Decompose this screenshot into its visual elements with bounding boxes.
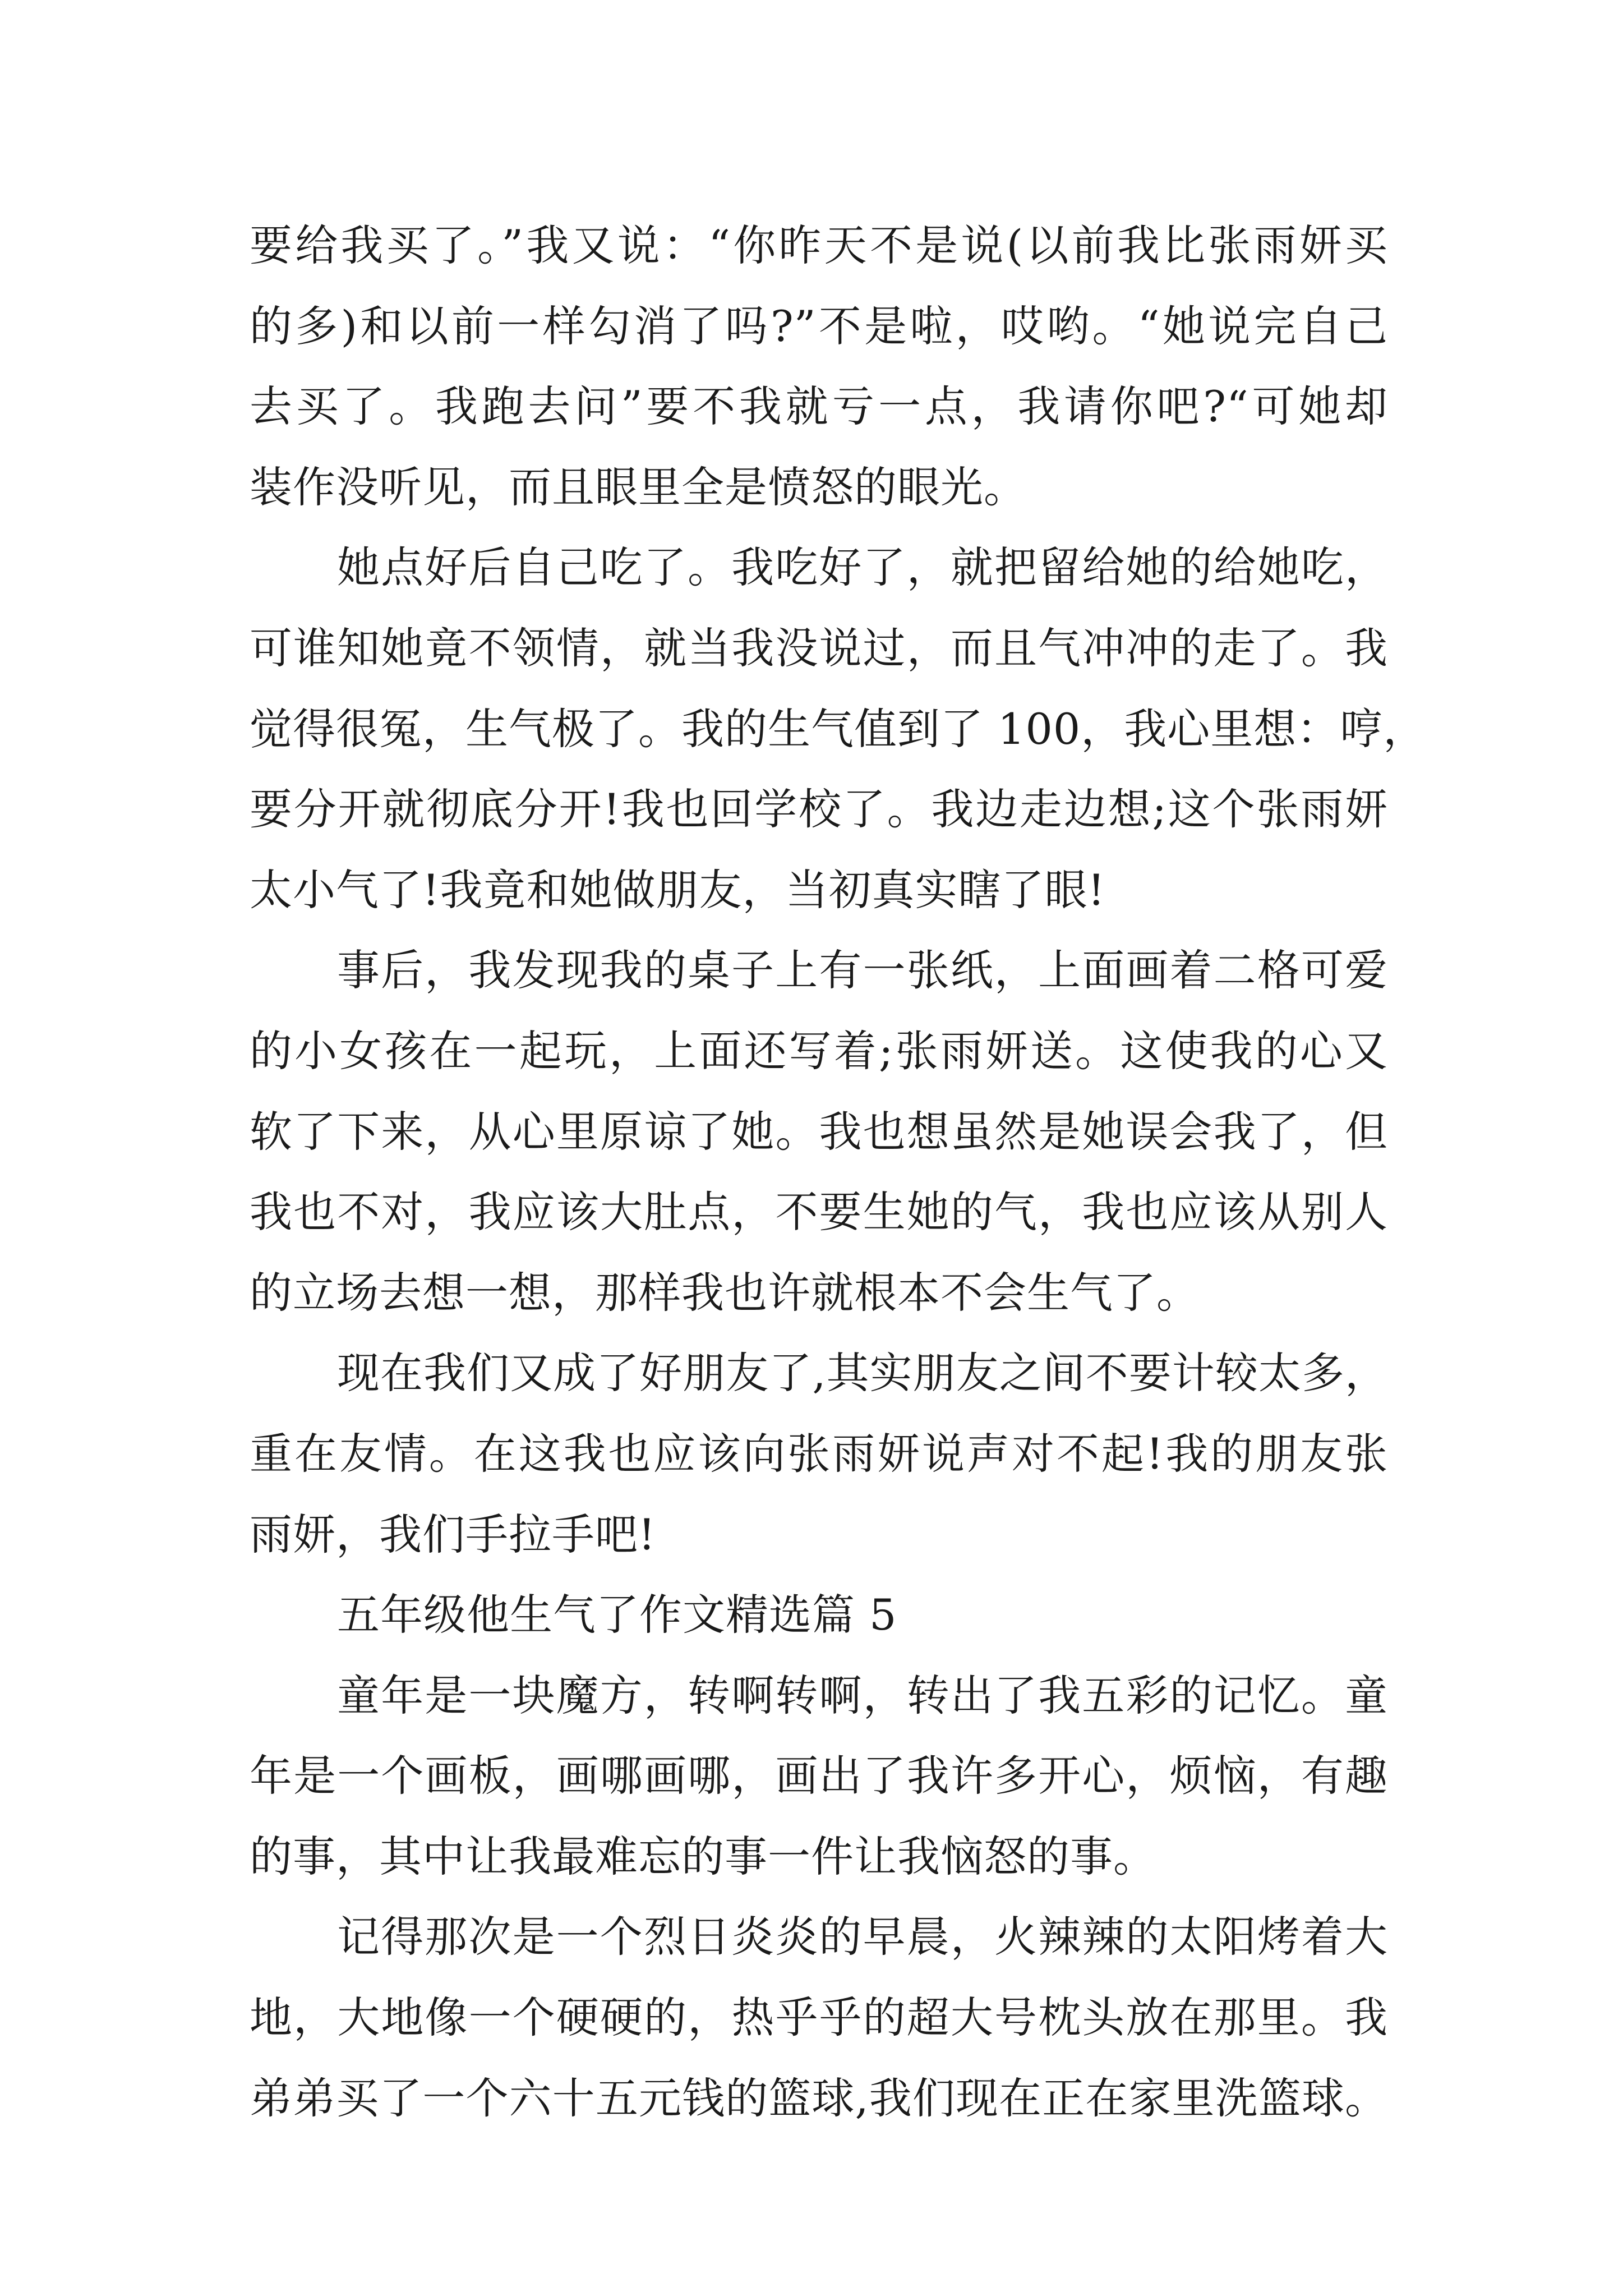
text-line: 要分开就彻底分开!我也回学校了。我边走边想;这个张雨妍 xyxy=(250,784,1388,835)
text-line: 我也不对，我应该大肚点，不要生她的气，我也应该从别人 xyxy=(250,1187,1388,1237)
text-line: 装作没听见，而且眼里全是愤怒的眼光。 xyxy=(250,462,1027,512)
section-heading: 五年级他生气了作文精选篇 5 xyxy=(337,1590,897,1640)
paragraph-first-line: 她点好后自己吃了。我吃好了，就把留给她的给她吃， xyxy=(337,542,1388,593)
text-line: 太小气了!我竟和她做朋友，当初真实瞎了眼! xyxy=(250,864,1106,915)
paragraph-first-line: 童年是一块魔方，转啊转啊，转出了我五彩的记忆。童 xyxy=(337,1670,1388,1720)
text-line: 弟弟买了一个六十五元钱的篮球,我们现在正在家里洗篮球。 xyxy=(250,2073,1388,2123)
text-line: 软了下来，从心里原谅了她。我也想虽然是她误会我了，但 xyxy=(250,1106,1388,1157)
text-line: 要给我买了。”我又说：“你昨天不是说(以前我比张雨妍买 xyxy=(250,220,1388,270)
text-line: 年是一个画板，画哪画哪，画出了我许多开心，烦恼，有趣 xyxy=(250,1751,1388,1801)
text-line: 去买了。我跑去问”要不我就亏一点，我请你吧?“可她却 xyxy=(250,381,1388,432)
text-line: 雨妍，我们手拉手吧! xyxy=(250,1509,656,1559)
essay-text xyxy=(250,205,1427,2138)
text-line: 觉得很冤，生气极了。我的生气值到了 100，我心里想：哼， xyxy=(250,703,1427,754)
paragraph-first-line: 现在我们又成了好朋友了,其实朋友之间不要计较太多， xyxy=(337,1348,1388,1398)
text-line: 地，大地像一个硬硬的，热乎乎的超大号枕头放在那里。我 xyxy=(250,1993,1388,2043)
text-line: 的立场去想一想，那样我也许就根本不会生气了。 xyxy=(250,1267,1200,1318)
text-line: 的事，其中让我最难忘的事一件让我恼怒的事。 xyxy=(250,1831,1156,1881)
text-line: 的多)和以前一样勾消了吗?”不是啦，哎哟。“她说完自己 xyxy=(250,301,1388,351)
paragraph-first-line: 记得那次是一个烈日炎炎的早晨，火辣辣的太阳烤着大 xyxy=(337,1912,1388,1962)
text-line: 重在友情。在这我也应该向张雨妍说声对不起!我的朋友张 xyxy=(250,1428,1388,1479)
paragraph-first-line: 事后，我发现我的桌子上有一张纸，上面画着二格可爱 xyxy=(337,945,1388,996)
text-line: 的小女孩在一起玩，上面还写着;张雨妍送。这使我的心又 xyxy=(250,1025,1388,1076)
text-line: 可谁知她竟不领情，就当我没说过，而且气冲冲的走了。我 xyxy=(250,623,1388,673)
